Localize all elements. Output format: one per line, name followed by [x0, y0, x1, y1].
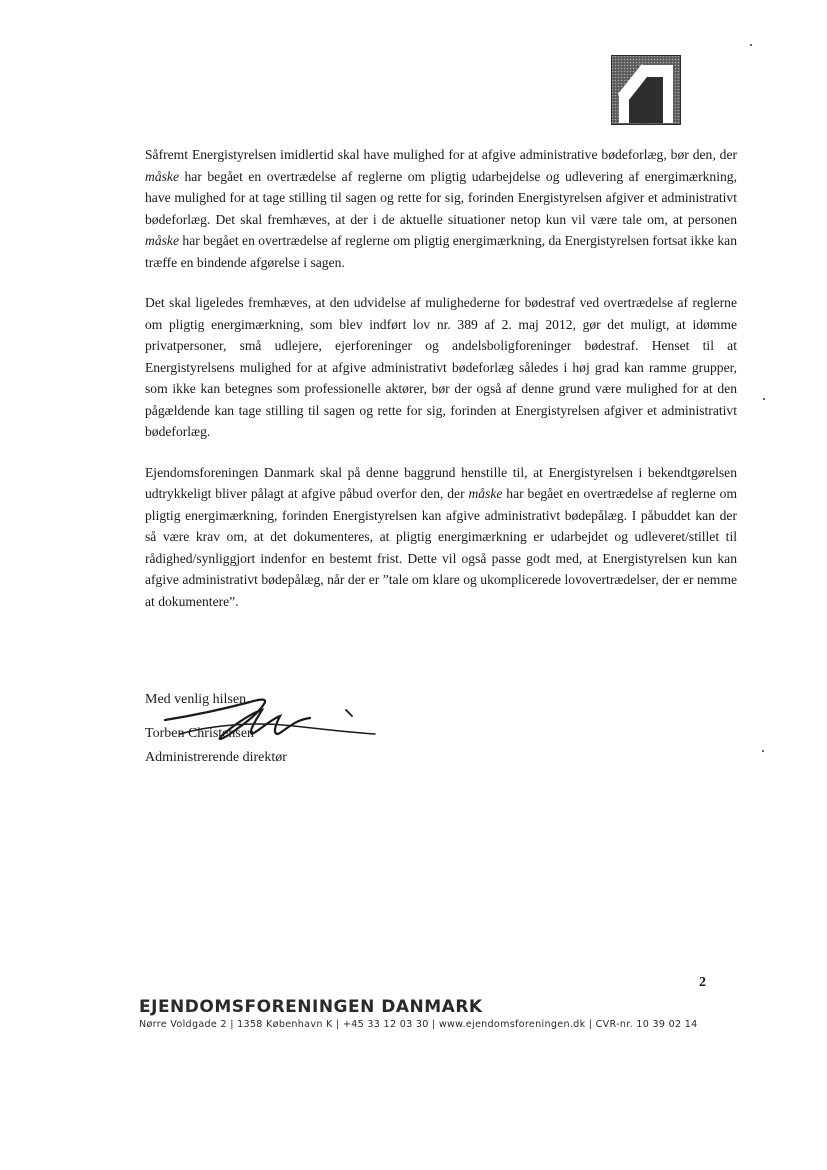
signer-name: Torben Christensen: [145, 726, 255, 741]
emphasized-text: måske: [468, 486, 503, 501]
letter-paragraph: [145, 144, 737, 273]
footer-organization-name: EJENDOMSFORENINGEN DANMARK: [139, 997, 483, 1017]
closing-greeting: Med venlig hilsen: [145, 692, 247, 707]
letter-paragraph: [145, 292, 737, 443]
letter-body: [145, 144, 737, 631]
paragraph-text: har begået en overtrædelse af reglerne om pligtig energimærkning, da Energistyrelsen fortsat ikke kan træffe en bindende afgørelse i sagen.: [145, 233, 737, 270]
emphasized-text: måske: [145, 168, 179, 184]
emphasized-text: måske: [145, 233, 179, 248]
page-number: 2: [699, 975, 706, 990]
signer-title: Administrerende direktør: [145, 750, 287, 765]
paragraph-text: har begået en overtrædelse af reglerne om pligtig energimærkning, forinden Energistyrelsen kan afgive administrativt bødepålæg. I påbuddet kan der så være krav om, at det dokumenteres, at pligtig energimærkning er udarbejdet og udleveret/stillet til rådighed/synliggjort indenfor en bestemt frist. Dette vil også passe godt med, at Energistyrelsen kun kan afgive administrativt bødepålæg, når der er ”tale om klare og ukomplicerede lovovertrædelser, der er nemme at dokumentere”.: [145, 486, 738, 609]
handwritten-signature: [160, 690, 390, 760]
letter-paragraph: [145, 462, 737, 613]
paragraph-text: Såfremt Energistyrelsen imidlertid skal have mulighed for at afgive administrative bødeforlæg, bør den, der: [145, 147, 737, 162]
paragraph-text: Det skal ligeledes fremhæves, at den udvidelse af mulighederne for bødestraf ved overtrædelse af reglerne om pligtig energimærkning, som blev indført lov nr. 389 af 2. maj 2012, gør det muligt, at idømme privatpersoner, små udlejere, ejerforeninger og andelsboligforeninger bødestraf. Henset til at Energistyrelsens mulighed for at afgive administrativt bødeforlæg således i høj grad kan ramme grupper, som ikke kan betegnes som professionelle aktører, bør der også af denne grund være mulighed for at den pågældende kan tage stilling til sagen og rette for sig, forinden at Energistyrelsen afgiver et administrativt bødeforlæg.: [145, 295, 737, 439]
paragraph-text: har begået en overtrædelse af reglerne om pligtig udarbejdelse og udlevering af energimærkning, have mulighed for at tage stilling til sagen og rette for sig, forinden Energistyrelsen afgiver et administrativt bødeforlæg. Det skal fremhæves, at der i de aktuelle situationer netop kun vil være tale om, at personen: [145, 168, 737, 227]
organization-logo: [611, 55, 681, 125]
scan-speck: [762, 750, 764, 752]
paragraph-text: Ejendomsforeningen Danmark skal på denne baggrund henstille til, at Energistyrelsen i bekendtgørelsen udtrykkeligt bliver pålagt at afgive påbud overfor den, der: [145, 464, 737, 501]
scan-speck: [750, 44, 752, 46]
scan-speck: [763, 398, 765, 400]
footer-address: Nørre Voldgade 2 | 1358 København K | +45 33 12 03 30 | www.ejendomsforeningen.dk | CVR-nr. 10 39 02 14: [139, 1019, 698, 1030]
